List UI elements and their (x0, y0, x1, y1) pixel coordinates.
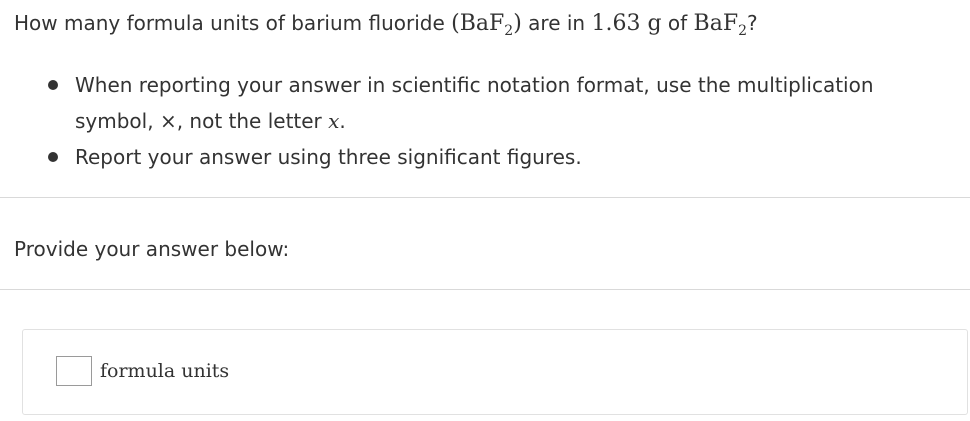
instruction-item-sigfigs (0, 139, 874, 175)
instruction-line-2: symbol, ×, not the letter (75, 109, 329, 133)
question-text (14, 6, 758, 41)
question-of: of (661, 11, 694, 35)
mass-quantity: 1.63 g (591, 11, 662, 36)
formula-baf2-second: BaF$_2$ (693, 11, 748, 39)
formula-baf2: (BaF$_2$) (451, 11, 522, 39)
question-intro: How many formula units of barium fluoride (14, 11, 452, 35)
instruction-item-notation (0, 67, 874, 103)
bullet-icon (48, 80, 58, 90)
unit-label: formula units (100, 360, 230, 382)
answer-prompt: Provide your answer below: (14, 237, 290, 261)
section-divider-bottom (0, 289, 970, 290)
instruction-line-2-end: . (339, 109, 346, 133)
instruction-line-1: When reporting your answer in scientific notation format, use the multiplication (75, 73, 874, 97)
question-end: ? (747, 11, 758, 35)
bullet-icon (48, 152, 58, 162)
instruction-list (0, 67, 874, 175)
answer-container (22, 329, 968, 415)
instruction-item-notation-cont (0, 103, 874, 139)
instruction-sigfigs-text: Report your answer using three significant figures. (75, 145, 582, 169)
section-divider-top (0, 197, 970, 198)
answer-input[interactable] (56, 356, 92, 386)
letter-x: x (328, 109, 340, 133)
question-mid: are in (521, 11, 592, 35)
